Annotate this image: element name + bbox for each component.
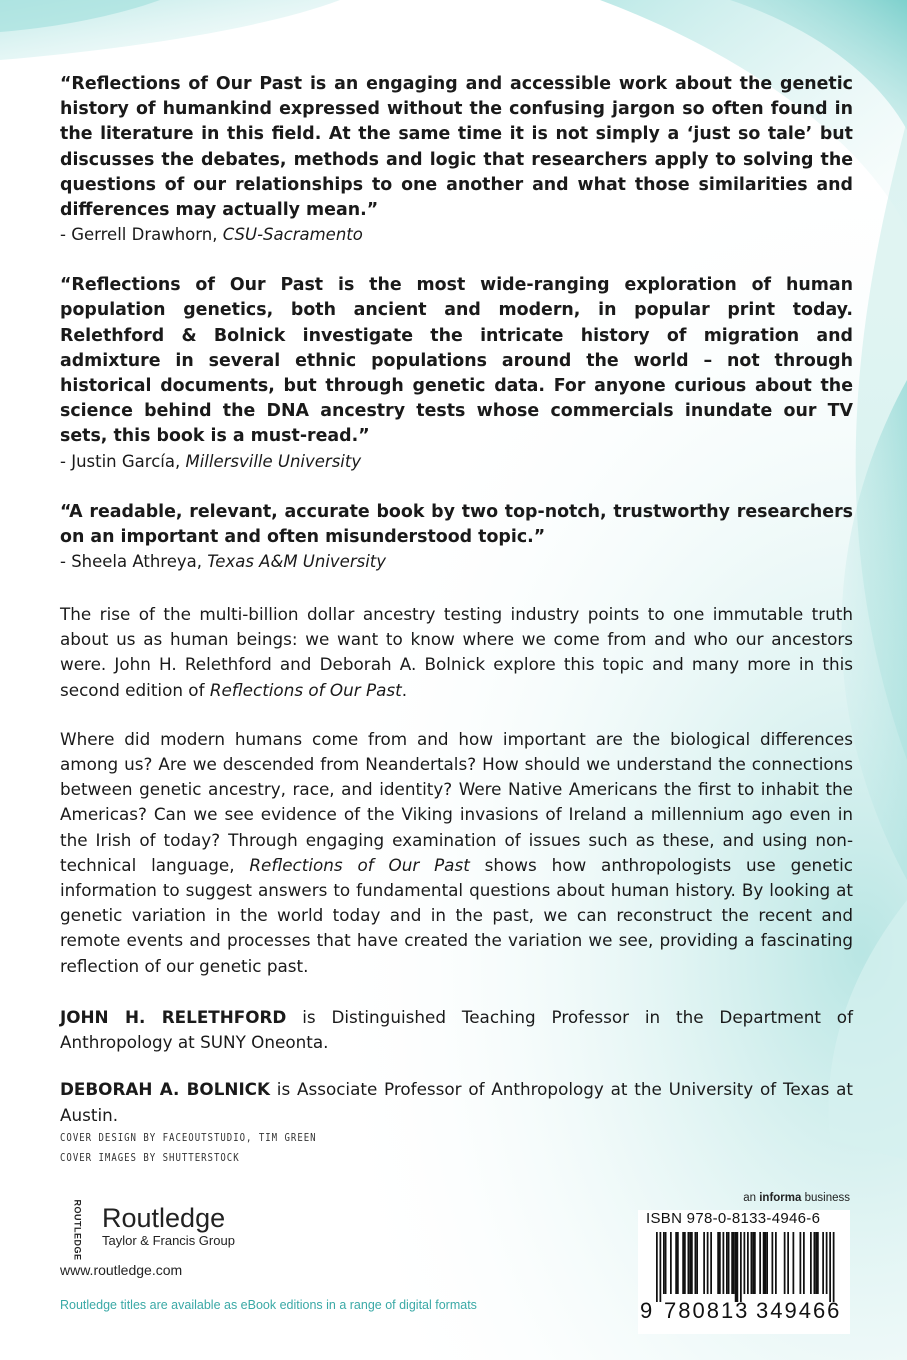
barcode-bar (740, 1232, 742, 1302)
routledge-spine-icon (60, 1199, 94, 1261)
informa-brand: informa (759, 1192, 802, 1204)
barcode-bar (735, 1232, 737, 1302)
reviewer-name: - Gerrell Drawhorn, (60, 225, 223, 245)
back-cover-text (60, 72, 853, 1150)
informa-text: an (743, 1192, 760, 1204)
barcode-bar (731, 1232, 733, 1294)
description-text: shows how anthropologists use genetic information to suggest answers to fundamental questions about human history. By looking at genetic variation in the world today and in the past, we can reconstruct the recent and remote events and processes that have created the variation we see, providing a fascinating reflection of our genetic past. (60, 854, 853, 976)
author-bio-text: is Distinguished Teaching Professor in the Department of Anthropology at SUNY Oneonta. (60, 1006, 853, 1053)
barcode-bar (677, 1232, 679, 1294)
cover-design-credit: COVER DESIGN BY FACEOUTSTUDIO, TIM GREEN (60, 1131, 317, 1144)
author-name: DEBORAH A. BOLNICK (60, 1079, 271, 1100)
barcode-bar (800, 1232, 802, 1294)
author-bio (60, 1077, 853, 1127)
barcode-bar (765, 1232, 767, 1294)
barcode-bar (766, 1232, 768, 1294)
publisher-logo-text (102, 1203, 235, 1249)
publisher-group: Taylor & Francis Group (102, 1233, 235, 1248)
barcode-bar (826, 1232, 828, 1294)
barcode-bar (747, 1232, 749, 1294)
cover-images-credit: COVER IMAGES BY SHUTTERSTOCK (60, 1151, 240, 1164)
description-text: . (401, 679, 408, 700)
barcode-bar (737, 1232, 739, 1302)
author-bio (60, 1005, 853, 1055)
barcode-bar (829, 1232, 831, 1302)
barcode-bar (656, 1232, 658, 1302)
barcode-bar (728, 1232, 730, 1294)
barcode-lead-digit: 9 (640, 1298, 655, 1323)
barcode-right-digits: 349466 (756, 1298, 842, 1323)
barcode-bar (723, 1232, 725, 1294)
description-text: Where did modern humans come from and how important are the biological differences among us? Are we descended from Neandertals? How should we understand the connections between genetic ancestry, race, and identity? Were Native Americans the first to inhabit the Americas? Can we see evidence of the Viking invasions of Ireland a millennium ago even in the Irish of today? Through engaging examination of issues such as these, and using non-technical language, (60, 728, 853, 875)
quote-attribution (60, 223, 853, 247)
barcode-bar (775, 1232, 777, 1294)
isbn-barcode (638, 1210, 850, 1334)
barcode-bar (754, 1232, 756, 1294)
barcode-bar (772, 1232, 774, 1294)
barcode-bar (751, 1232, 753, 1294)
publisher-name: Routledge (102, 1203, 226, 1233)
barcode-bars (638, 1232, 850, 1302)
description-text: The rise of the multi-billion dollar ancestry testing industry points to one immutable truth about us as human beings: we want to know where we come from and who our ancestors were. John H. Relethford and Deborah A. Bolnick explore this topic and many more in this second edition of (60, 604, 853, 700)
book-title: Reflections of Our Past (209, 679, 402, 700)
reviewer-name: - Justin García, (60, 451, 186, 471)
quote-attribution (60, 550, 853, 574)
spine-mark-text: ROUTLEDGE (72, 1199, 83, 1261)
barcode-bar (665, 1232, 667, 1294)
reviewer-institution: Millersville University (185, 451, 362, 471)
barcode-bar (752, 1232, 754, 1294)
barcode-bar (663, 1232, 665, 1294)
barcode-bar (726, 1232, 728, 1294)
barcode-bar (717, 1232, 719, 1294)
barcode-bar (684, 1232, 686, 1294)
book-title: Reflections of Our Past (249, 854, 470, 875)
publisher-url: www.routledge.com (60, 1262, 183, 1278)
barcode-bar (817, 1232, 819, 1294)
barcode-bar (814, 1232, 816, 1294)
barcode-bar (759, 1232, 761, 1294)
quote-text: “Reflections of Our Past is an engaging and accessible work about the genetic history of humankind expressed without the confusing jargon so often found in the literature in this field. At the same time it is not simply a ‘just so tale’ but discusses the debates, methods and logic that researchers apply to solving the questions of our relationships to one another and what those similarities and differences may actually mean.” (60, 74, 853, 221)
description-paragraph (60, 727, 853, 979)
barcode-bar (744, 1232, 746, 1294)
barcode-bar (793, 1232, 795, 1294)
description-paragraph (60, 602, 853, 703)
barcode-bar (784, 1232, 786, 1294)
quote-attribution (60, 450, 853, 474)
barcode-bar (689, 1232, 691, 1294)
barcode-bar (833, 1232, 835, 1302)
barcode-bar (810, 1232, 812, 1294)
author-bio-text: is Associate Professor of Anthropology at the University of Texas at Austin. (60, 1079, 853, 1125)
publisher-logo (60, 1199, 235, 1261)
isbn-label: ISBN 978-0-8133-4946-6 (646, 1210, 821, 1227)
barcode-bar (710, 1232, 712, 1294)
barcode-bar (682, 1232, 684, 1294)
barcode-bar (787, 1232, 789, 1294)
review-quote (60, 500, 853, 574)
barcode-bar (815, 1232, 817, 1294)
barcode-left-digits: 780813 (664, 1298, 750, 1323)
barcode-bar (695, 1232, 697, 1294)
barcode-bar (763, 1232, 765, 1294)
ebook-note: Routledge titles are available as eBook editions in a range of digital formats (60, 1298, 477, 1312)
author-name: JOHN H. RELETHFORD (60, 1006, 287, 1027)
reviewer-institution: Texas A&M University (207, 552, 387, 572)
cover-credits (60, 1128, 317, 1168)
quote-text: “Reflections of Our Past is the most wide-ranging exploration of human population genetics, both ancient and modern, in popular print today. Relethford & Bolnick investigate the intricate history of migration and admixture in several ethnic populations around the world – not through historical documents, but through genetic data. For anyone curious about the science behind the DNA ancestry tests whose commercials inundate our TV sets, this book is a must-read.” (60, 275, 853, 447)
barcode-bar (719, 1232, 721, 1294)
barcode-bar (707, 1232, 709, 1294)
informa-text: business (801, 1192, 850, 1204)
barcode-bar (803, 1232, 805, 1294)
barcode-bar (703, 1232, 705, 1294)
reviewer-institution: CSU-Sacramento (222, 225, 363, 245)
barcode-bar (660, 1232, 662, 1302)
informa-tagline (743, 1192, 850, 1204)
barcode-bar (733, 1232, 735, 1294)
review-quote (60, 72, 853, 247)
quote-text: “A readable, relevant, accurate book by two top-notch, trustworthy researchers on an important and often misunderstood topic.” (60, 501, 853, 547)
barcode-bar (670, 1232, 672, 1294)
barcode-bar (691, 1232, 693, 1294)
barcode-bar (688, 1232, 690, 1294)
barcode-bar (696, 1232, 698, 1294)
barcode-bar (675, 1232, 677, 1294)
barcode-bar (822, 1232, 824, 1294)
reviewer-name: - Sheela Athreya, (60, 552, 208, 572)
review-quote (60, 273, 853, 473)
